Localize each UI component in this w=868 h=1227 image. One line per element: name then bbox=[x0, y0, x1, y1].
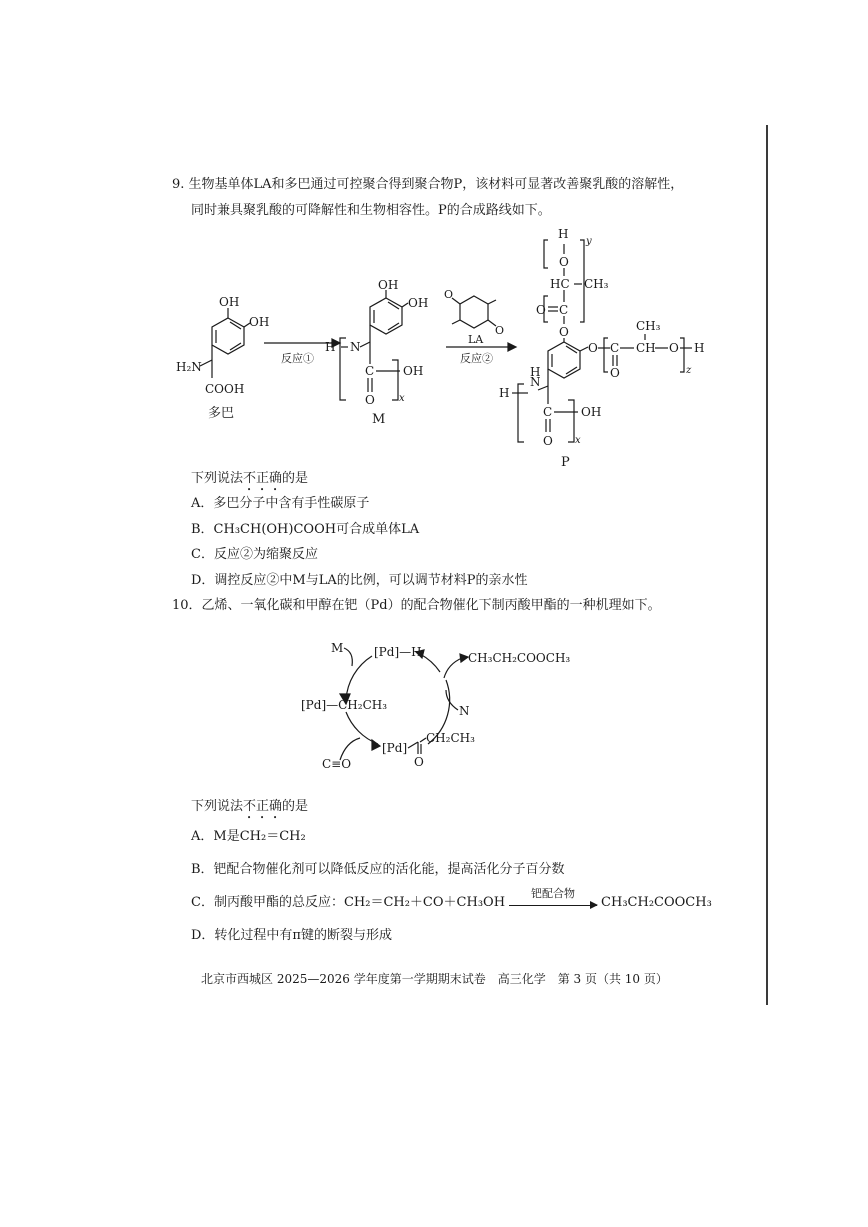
dopa-oh-right: OH bbox=[249, 315, 270, 329]
p-sub-z: z bbox=[686, 365, 692, 376]
q9-option-a[interactable]: A．多巴分子中含有手性碳原子 bbox=[191, 496, 370, 511]
q9-prompt-post: 的是 bbox=[282, 471, 309, 486]
p-ch3-right: CH₃ bbox=[636, 319, 661, 333]
q10-option-c-text: C．制丙酸甲酯的总反应：CH₂＝CH₂＋CO＋CH₃OH bbox=[191, 895, 506, 910]
p-hc: HC bbox=[550, 277, 570, 291]
p-n: N bbox=[530, 375, 541, 389]
q10-option-c-product: CH₃CH₂COOCH₃ bbox=[601, 895, 712, 910]
cycle-pd-ethyl: [Pd]—CH₂CH₃ bbox=[301, 698, 388, 712]
q10-option-a[interactable]: A．M是CH₂＝CH₂ bbox=[191, 829, 306, 844]
la-o-right: O bbox=[495, 324, 505, 337]
la-label: LA bbox=[468, 333, 484, 346]
dopa-cooh: COOH bbox=[205, 382, 245, 396]
dopa-oh-top: OH bbox=[219, 295, 240, 309]
m-sub-x: x bbox=[399, 393, 405, 404]
m-o: O bbox=[365, 393, 375, 407]
q9-option-b[interactable]: B．CH₃CH(OH)COOH可合成单体LA bbox=[191, 522, 420, 537]
q9-option-d[interactable]: D．调控反应②中M与LA的比例，可以调节材料P的亲水性 bbox=[191, 573, 528, 588]
m-label: M bbox=[372, 412, 386, 427]
p-o-acid: O bbox=[543, 434, 553, 448]
p-nh: H bbox=[530, 365, 541, 379]
p-h-left: H bbox=[499, 386, 510, 400]
m-n: N bbox=[350, 340, 361, 354]
p-ch3-top: CH₃ bbox=[584, 277, 609, 291]
q9-prompt-pre: 下列说法 bbox=[191, 471, 244, 486]
q9-option-c[interactable]: C．反应②为缩聚反应 bbox=[191, 547, 318, 562]
dopa-label: 多巴 bbox=[208, 406, 235, 421]
p-top-h: H bbox=[558, 227, 569, 241]
p-c-top: C bbox=[559, 303, 569, 317]
p-o-ring-top: O bbox=[559, 325, 569, 339]
q10-prompt-emph: 不正确 bbox=[243, 799, 283, 814]
q10-option-c-arrow bbox=[509, 887, 597, 909]
la-o-left: O bbox=[444, 288, 454, 301]
q10-prompt bbox=[191, 798, 308, 822]
p-o-dbl-top: O bbox=[536, 303, 546, 317]
q10-option-c-catalyst: 钯配合物 bbox=[531, 887, 576, 900]
dopa-h2n: H₂N bbox=[176, 360, 202, 374]
q10-prompt-post: 的是 bbox=[282, 799, 309, 814]
p-o-end: O bbox=[669, 341, 679, 355]
cycle-co: C≡O bbox=[322, 757, 352, 771]
p-top-o: O bbox=[559, 255, 569, 269]
m-h: H bbox=[325, 340, 336, 354]
cycle-n: N bbox=[459, 704, 470, 718]
m-oh-right: OH bbox=[408, 296, 429, 310]
cycle-pd-acyl: [Pd] bbox=[382, 741, 408, 755]
q10-prompt-pre: 下列说法 bbox=[191, 799, 244, 814]
m-oh-top: OH bbox=[378, 278, 399, 292]
cycle-m: M bbox=[331, 641, 344, 655]
p-label: P bbox=[561, 455, 570, 470]
cycle-acyl-o: O bbox=[414, 755, 424, 769]
q9-stem-line1: 9. 生物基单体LA和多巴通过可控聚合得到聚合物P，该材料可显著改善聚乳酸的溶解性， bbox=[172, 177, 684, 192]
page-footer: 北京市西城区 2025—2026 学年度第一学期期末试卷 高三化学 第 3 页（共 10 页） bbox=[201, 972, 668, 986]
m-oh-acid: OH bbox=[403, 364, 424, 378]
q10-option-b[interactable]: B．钯配合物催化剂可以降低反应的活化能，提高活化分子百分数 bbox=[191, 862, 565, 877]
p-ch: CH bbox=[636, 341, 656, 355]
p-o-right: O bbox=[588, 341, 598, 355]
p-oh-acid: OH bbox=[581, 405, 602, 419]
q9-stem-line2: 同时兼具聚乳酸的可降解性和生物相容性。P的合成路线如下。 bbox=[191, 203, 551, 218]
p-h-end: H bbox=[694, 341, 705, 355]
cycle-pd-h: [Pd]—H bbox=[374, 645, 422, 659]
p-c-right: C bbox=[610, 341, 620, 355]
p-sub-x: x bbox=[575, 435, 581, 446]
m-c: C bbox=[365, 364, 375, 378]
q10-option-c[interactable] bbox=[191, 887, 712, 912]
p-c-acid: C bbox=[543, 405, 553, 419]
q10-stem: 10．乙烯、一氧化碳和甲醇在钯（Pd）的配合物催化下制丙酸甲酯的一种机理如下。 bbox=[172, 598, 661, 613]
q10-option-d[interactable]: D．转化过程中有π键的断裂与形成 bbox=[191, 928, 392, 943]
p-o-dbl-right: O bbox=[610, 366, 620, 380]
reaction2-label: 反应② bbox=[460, 352, 493, 365]
p-sub-y: y bbox=[586, 236, 592, 247]
q9-prompt-emph: 不正确 bbox=[243, 471, 283, 486]
reaction1-label: 反应① bbox=[281, 352, 314, 365]
cycle-acyl-ethyl: CH₂CH₃ bbox=[426, 731, 475, 745]
cycle-product: CH₃CH₂COOCH₃ bbox=[468, 651, 571, 665]
